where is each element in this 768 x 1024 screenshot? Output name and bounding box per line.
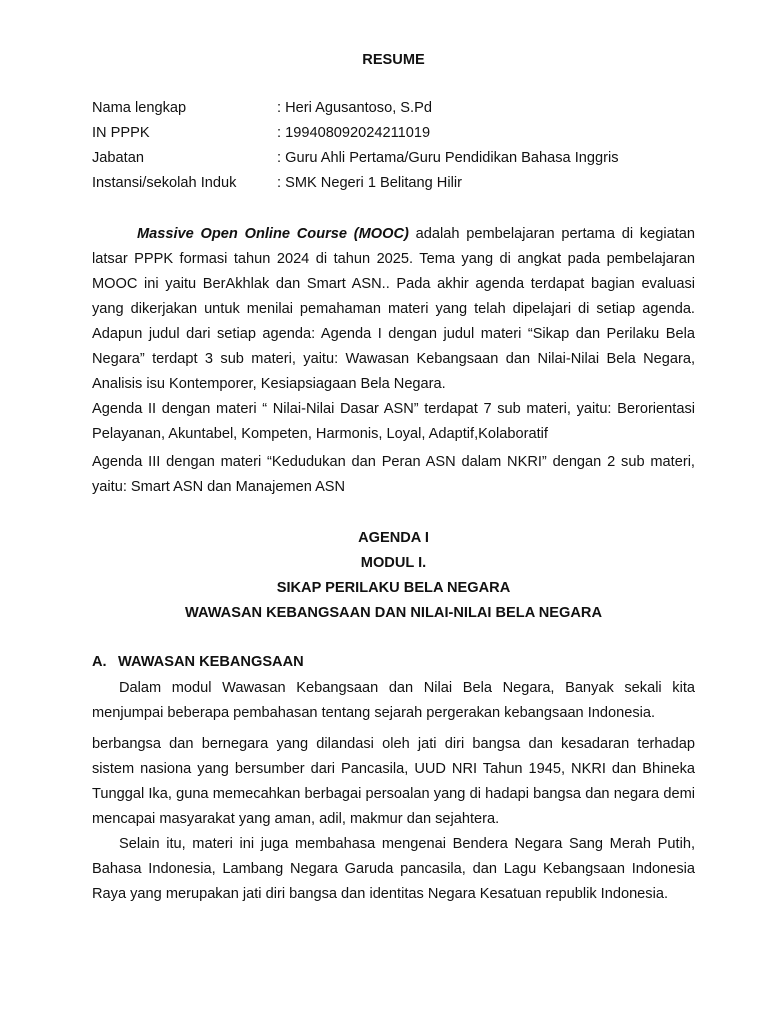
sikap-heading: SIKAP PERILAKU BELA NEGARA [276, 580, 511, 596]
section-title: WAWASAN KEBANGSAAN [118, 654, 304, 670]
identity-value: : 199408092024211019 [277, 125, 431, 141]
identity-row-jabatan [92, 148, 695, 168]
identity-row-nip [92, 123, 695, 143]
document-title: RESUME [362, 52, 425, 68]
identity-value: : Guru Ahli Pertama/Guru Pendidikan Bahasa Inggris [277, 150, 619, 166]
identity-value: : Heri Agusantoso, S.Pd [277, 100, 432, 116]
section-letter: A. [92, 654, 107, 670]
section-a-heading [92, 650, 695, 674]
modul-heading: MODUL I. [360, 555, 427, 571]
identity-label: Nama lengkap [92, 100, 187, 116]
identity-label: Jabatan [92, 150, 144, 166]
intro-paragraph [92, 222, 695, 397]
identity-label: IN PPPK [92, 125, 150, 141]
section-a-paragraph-2: berbangsa dan bernegara yang dilandasi oleh jati diri bangsa dan kesadaran terhadap sistem nasiona yang bersumber dari Pancasila, UUD NRI Tahun 1945, NKRI dan Bhineka Tunggal Ika, guna memecahkan berbagai persoalan yang di hadapi bangsa dan negara demi mencapai masyarakat yang aman, adil, makmur dan sejahtera. [92, 736, 695, 827]
section-a-paragraph-1: Dalam modul Wawasan Kebangsaan dan Nilai Bela Negara, Banyak sekali kita menjumpai beberapa pembahasan tentang sejarah pergerakan kebangsaan Indonesia. [92, 680, 695, 721]
section-a-paragraph-3: Selain itu, materi ini juga membahasa mengenai Bendera Negara Sang Merah Putih, Bahasa Indonesia, Lambang Negara Garuda pancasila, dan Lagu Kebangsaan Indonesia Raya yang merupakan jati diri bangsa dan identitas Negara Kesatuan republik Indonesia. [92, 836, 695, 902]
identity-value: : SMK Negeri 1 Belitang Hilir [277, 175, 462, 191]
identity-row-instansi [92, 173, 695, 193]
mooc-emphasis: Massive Open Online Course (MOOC) [137, 226, 409, 242]
wawasan-heading: WAWASAN KEBANGSAAN DAN NILAI-NILAI BELA NEGARA [185, 605, 602, 621]
identity-label: Instansi/sekolah Induk [92, 175, 237, 191]
intro-text: adalah pembelajaran pertama di kegiatan latsar PPPK formasi tahun 2024 di tahun 2025. Tema yang di angkat pada pembelajaran MOOC ini yaitu BerAkhlak dan Smart ASN.. Pada akhir agenda terdapat bagian evaluasi yang dikerjakan untuk menilai pemahaman materi yang telah dipelajari di setiap agenda. Adapun judul dari setiap agenda: Agenda I dengan judul materi “Sikap dan Perilaku Bela Negara” terdapt 3 sub materi, yaitu: Wawasan Kebangsaan dan Nilai-Nilai Bela Negara, Analisis isu Kontemporer, Kesiapsiagaan Bela Negara. [92, 226, 695, 392]
agenda-heading: AGENDA I [358, 530, 429, 546]
agenda2-paragraph: Agenda II dengan materi “ Nilai-Nilai Dasar ASN” terdapat 7 sub materi, yaitu: Berorientasi Pelayanan, Akuntabel, Kompeten, Harmonis, Loyal, Adaptif,Kolaboratif [92, 401, 695, 442]
agenda3-paragraph: Agenda III dengan materi “Kedudukan dan Peran ASN dalam NKRI” dengan 2 sub materi, yaitu: Smart ASN dan Manajemen ASN [92, 454, 695, 495]
identity-row-name [92, 98, 695, 118]
